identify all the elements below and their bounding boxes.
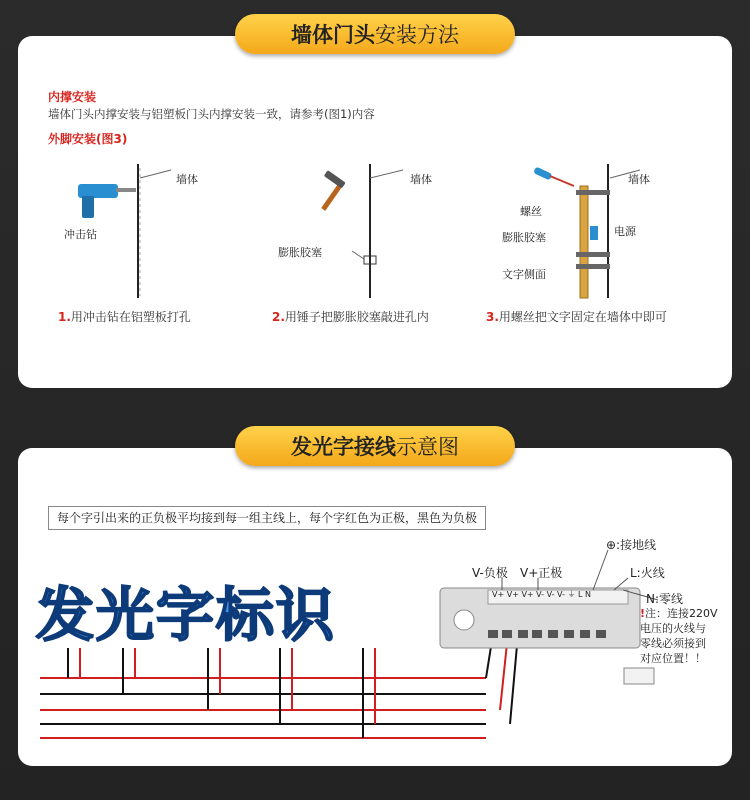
outer-heading: 外脚安装(图3): [48, 132, 128, 146]
step-2: [272, 308, 429, 325]
neutral-label: N:零线: [646, 592, 684, 606]
install-card: [18, 36, 732, 388]
fig3-screw-label: 螺丝: [520, 205, 542, 218]
note-line-4: 对应位置！！: [640, 652, 706, 665]
fig3-power-label: 电源: [614, 225, 636, 238]
screwdriver-icon: [533, 166, 574, 186]
step-1: [58, 308, 191, 325]
section-title-wiring: [235, 426, 515, 466]
hammer-figure: [308, 156, 508, 306]
luminous-letters: 发光字标识: [36, 581, 337, 649]
title2-rest: 示意图: [396, 435, 459, 459]
inner-text: 墙体门头内撑安装与铝塑板门头内撑安装一致，请参考(图1)内容: [48, 107, 375, 121]
fig1-wall-label: 墙体: [176, 173, 198, 186]
wiring-diagram: [18, 448, 732, 766]
terminal-strip: V+ V+ V+ V- V- V- ⏚ L N: [492, 590, 591, 599]
title-rest: 安装方法: [375, 23, 459, 47]
inner-heading: 内撑安装: [48, 90, 97, 104]
step-2-num: 2.: [272, 310, 285, 324]
step-1-text: 用冲击钻在铝塑板打孔: [70, 310, 191, 324]
drill-figure: [68, 156, 268, 306]
step-2-text: 用锤子把膨胀胶塞敲进孔内: [284, 310, 429, 324]
title2-bold: 发光字接线: [291, 435, 396, 459]
letter-side-icon: [580, 186, 588, 298]
fig2-wall-label: 墙体: [410, 173, 432, 186]
step-3-num: 3.: [486, 310, 499, 324]
drill-icon: [78, 184, 136, 218]
step-3: [486, 308, 667, 325]
step-1-num: 1.: [58, 310, 71, 324]
fig3-wall-label: 墙体: [628, 173, 650, 186]
fig3-plug-label: 膨胀胶塞: [502, 231, 546, 244]
live-label: L:火线: [630, 566, 665, 580]
fig1-tool-label: 冲击钻: [64, 228, 97, 241]
note-line-3: 零线必须接到: [640, 637, 706, 650]
wiring-card: [18, 448, 732, 766]
hammer-icon: [321, 170, 346, 211]
plug-connector-icon: [624, 668, 654, 684]
v-neg-label: V-负极: [472, 566, 508, 580]
fig2-plug-label: 膨胀胶塞: [278, 246, 322, 259]
fig3-side-label: 文字侧面: [502, 268, 546, 281]
wiring-note: [640, 606, 718, 666]
wiring-notice: 每个字引出来的正负极平均接到每一组主线上，每个字红色为正极，黑色为负极: [48, 506, 486, 530]
section-title-install: [235, 14, 515, 54]
step-3-text: 用螺丝把文字固定在墙体中即可: [498, 310, 667, 324]
note-line-2: 电压的火线与: [640, 622, 706, 635]
title-bold: 墙体门头: [291, 23, 375, 47]
note-line-1: !注：连接220V: [640, 607, 718, 620]
power-supply-icon: [590, 226, 598, 240]
v-pos-label: V+正极: [520, 566, 563, 580]
ground-label: ⊕:接地线: [606, 538, 657, 552]
